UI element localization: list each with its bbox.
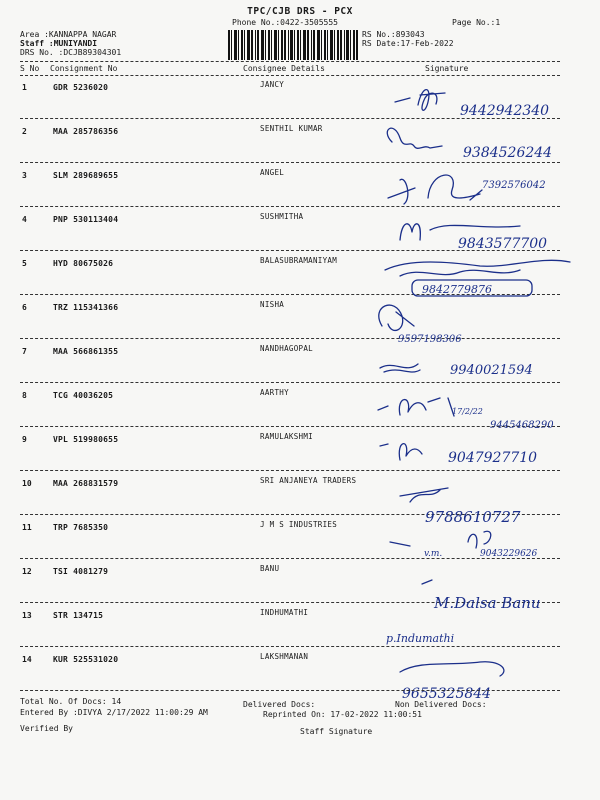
row-sno: 5 xyxy=(22,259,27,268)
row-consignment: HYD 80675026 xyxy=(53,259,114,268)
non-delivered-docs: Non Delivered Docs: xyxy=(395,700,487,709)
row-consignment: TSI 4081279 xyxy=(53,567,109,576)
row-sno: 3 xyxy=(22,171,27,180)
signature-text: 9788610727 xyxy=(425,508,521,526)
rs-number: RS No.:893043 xyxy=(362,30,425,39)
phone-number: Phone No.:0422-3505555 xyxy=(232,18,338,27)
total-docs: Total No. Of Docs: 14 xyxy=(20,697,122,706)
row-sno: 12 xyxy=(22,567,32,576)
header-rule-top xyxy=(20,61,560,62)
rs-date: RS Date:17-Feb-2022 xyxy=(362,39,454,48)
signature-scribble xyxy=(400,224,547,252)
row-consignee: NISHA xyxy=(260,300,285,309)
signature-scribble xyxy=(400,488,521,526)
row-sno: 1 xyxy=(22,83,27,92)
page-number: Page No.:1 xyxy=(452,18,501,27)
column-signature: Signature xyxy=(425,64,469,73)
row-consignment: MAA 268831579 xyxy=(53,479,119,488)
staff-signature-label: Staff Signature xyxy=(300,727,373,736)
signature-text: 9843577700 xyxy=(458,236,548,252)
signature-text: 9043229626 xyxy=(480,549,538,559)
signature-text: 7392576042 xyxy=(482,180,546,191)
signature-scribble xyxy=(380,444,537,466)
signature-scribble xyxy=(422,580,541,612)
signature-text: p.Indumathi xyxy=(386,632,455,645)
signature-text: 9940021594 xyxy=(450,363,533,378)
signature-scribble xyxy=(395,90,549,119)
signature-text: 9047927710 xyxy=(448,450,538,466)
drs-number: DRS No. :DCJB89304301 xyxy=(20,48,122,57)
row-consignee: SRI ANJANEYA TRADERS xyxy=(260,476,357,485)
signature-text: 9445468290 xyxy=(490,420,554,431)
row-sno: 9 xyxy=(22,435,27,444)
row-sno: 6 xyxy=(22,303,27,312)
signature-text: 9597198306 xyxy=(398,334,462,345)
row-consignment: TCG 40036205 xyxy=(53,391,114,400)
area-label: Area :KANNAPPA NAGAR xyxy=(20,30,117,39)
reprinted-on: Reprinted On: 17-02-2022 11:00:51 xyxy=(263,710,422,719)
row-consignee: RAMULAKSHMI xyxy=(260,432,313,441)
row-consignment: TRZ 115341366 xyxy=(53,303,119,312)
signature-scribble xyxy=(379,305,462,345)
row-sno: 2 xyxy=(22,127,27,136)
signature-scribble xyxy=(387,128,552,161)
row-sno: 7 xyxy=(22,347,27,356)
signature-initials: v.m. xyxy=(424,549,443,559)
row-consignee: SUSHMITHA xyxy=(260,212,304,221)
row-sno: 11 xyxy=(22,523,32,532)
signature-date: 17/2/22 xyxy=(452,407,483,416)
footer-rule xyxy=(20,690,560,691)
column-consignee: Consignee Details xyxy=(243,64,325,73)
row-consignment: VPL 519980655 xyxy=(53,435,119,444)
signature-scribble xyxy=(390,531,538,559)
signature-text: 9655325844 xyxy=(402,686,492,702)
row-consignment: SLM 289689655 xyxy=(53,171,119,180)
row-consignee: BALASUBRAMANIYAM xyxy=(260,256,338,265)
signature-scribble xyxy=(388,175,546,204)
barcode-image xyxy=(228,30,358,60)
row-sno: 14 xyxy=(22,655,32,664)
document-title: TPC/CJB DRS - PCX xyxy=(247,6,353,17)
signature-scribble xyxy=(385,260,570,296)
row-consignee: BANU xyxy=(260,564,280,573)
row-sno: 13 xyxy=(22,611,32,620)
row-consignment: MAA 285786356 xyxy=(53,127,119,136)
row-consignee: NANDHAGOPAL xyxy=(260,344,313,353)
delivered-docs: Delivered Docs: xyxy=(243,700,316,709)
row-consignee: SENTHIL KUMAR xyxy=(260,124,323,133)
signature-text: 9842779876 xyxy=(422,283,492,296)
staff-label: Staff :MUNIYANDI xyxy=(20,39,98,48)
signatures-area xyxy=(370,80,600,720)
column-sno: S No xyxy=(20,64,40,73)
verified-by: Verified By xyxy=(20,724,73,733)
row-sno: 8 xyxy=(22,391,27,400)
signature-scribble xyxy=(380,363,533,378)
row-consignment: STR 134715 xyxy=(53,611,104,620)
row-consignment: TRP 7685350 xyxy=(53,523,109,532)
row-consignee: LAKSHMANAN xyxy=(260,652,309,661)
row-consignment: PNP 530113404 xyxy=(53,215,119,224)
signature-scribble xyxy=(400,662,504,702)
row-consignment: KUR 525531020 xyxy=(53,655,119,664)
row-consignee: JANCY xyxy=(260,80,285,89)
row-consignee: AARTHY xyxy=(260,388,289,397)
row-consignee: INDHUMATHI xyxy=(260,608,309,617)
column-consignment: Consignment No xyxy=(50,64,118,73)
signature-text: 9384526244 xyxy=(463,145,553,161)
row-consignment: MAA 566861355 xyxy=(53,347,119,356)
entered-by: Entered By :DIVYA 2/17/2022 11:00:29 AM xyxy=(20,708,208,717)
row-consignee: ANGEL xyxy=(260,168,285,177)
header-rule-bottom xyxy=(20,75,560,76)
row-consignee: J M S INDUSTRIES xyxy=(260,520,338,529)
signature-scribble xyxy=(386,632,454,645)
signature-text: 9442942340 xyxy=(460,103,550,119)
row-consignment: GDR 5236020 xyxy=(53,83,109,92)
row-sno: 10 xyxy=(22,479,32,488)
signature-scribble xyxy=(378,398,554,431)
row-sno: 4 xyxy=(22,215,27,224)
signature-text: M.Dalsa Banu xyxy=(434,594,541,612)
